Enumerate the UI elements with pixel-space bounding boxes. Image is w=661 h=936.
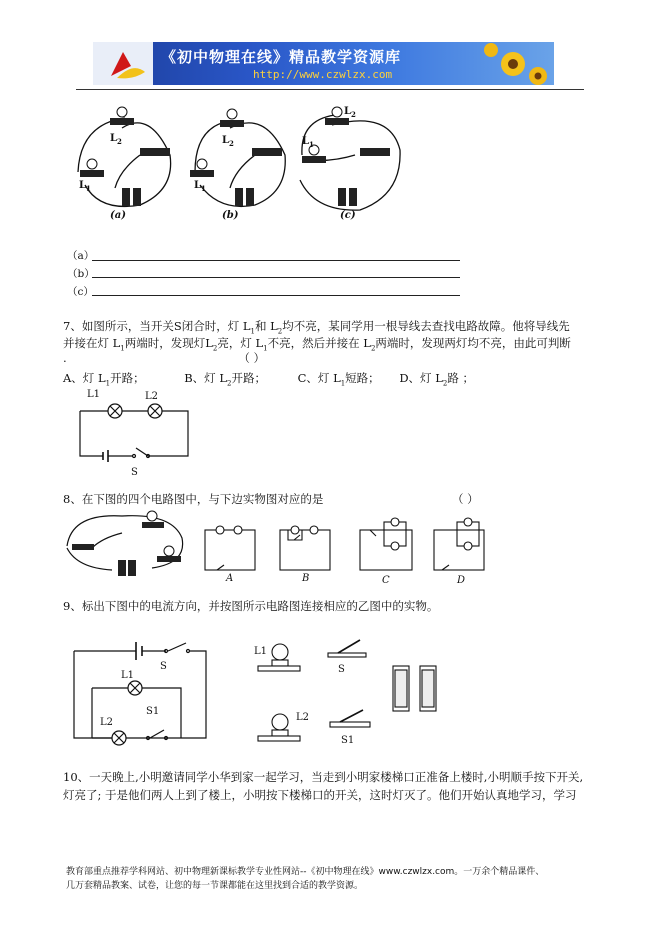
q7-line1: 7、如图所示，当开关S闭合时，灯 $L_1$和 $L_2$均不亮，某同学用一根导线去查找电路故障。他将导线先 — [63, 319, 570, 336]
q7-option-d[interactable]: D、灯 $L_2$路 ； — [399, 371, 474, 388]
lamp-base-a1 — [80, 170, 104, 177]
q8-figures — [62, 508, 502, 588]
q9-part-S1: S1 — [341, 735, 355, 746]
answer-label-c: （c） — [67, 286, 94, 298]
q8-circuit-a — [205, 526, 255, 570]
label-c-L1: $L_1$ — [302, 136, 314, 149]
q7-answer-paren[interactable]: （ ） — [238, 351, 265, 365]
answer-label-a: （a） — [67, 250, 95, 262]
battery-a1 — [122, 188, 130, 206]
q8-circuit-b — [280, 526, 330, 570]
battery-a2 — [133, 188, 141, 206]
caption-c: (c) — [340, 210, 356, 221]
q9-label-L2: L2 — [100, 717, 114, 728]
q10-line1: 10、一天晚上,小明邀请同学小华到家一起学习，当走到小明家楼梯口正准备上楼时,小明顺手按下开关, — [63, 770, 584, 784]
q10-line2: 灯亮了; 于是他们两人上到了楼上，小明按下楼梯口的开关，这时灯灭了。他们开始认真地学习，学习 — [63, 788, 577, 802]
header-rule — [76, 89, 584, 90]
q8-text: 8、在下图的四个电路图中，与下边实物图对应的是 — [63, 492, 324, 506]
circuit-photos-figure — [70, 100, 470, 232]
lamp-L1-bulb — [272, 644, 288, 660]
q7-option-c[interactable]: C、灯 $L_1$短路； — [297, 371, 380, 388]
q9-label-L1: L1 — [121, 670, 135, 681]
q8-answer-paren[interactable]: （ ） — [452, 492, 479, 506]
q7-option-b[interactable]: B、灯 $L_2$开路； — [184, 371, 266, 388]
q9-label-S: S — [160, 661, 167, 672]
answer-line-c[interactable] — [92, 295, 460, 296]
q7-label-L2: L2 — [145, 391, 159, 402]
q9-circuit-diagram — [66, 638, 216, 756]
q7-option-a[interactable]: A、灯 $L_1$开路； — [63, 371, 145, 388]
q9-components — [250, 636, 460, 754]
q8-letter-a[interactable]: A — [226, 573, 234, 584]
q7-line3: . （ ） — [63, 351, 265, 365]
label-a-L1: $L_1$ — [79, 180, 91, 193]
q7-options — [63, 370, 474, 387]
q8-letter-c[interactable]: C — [382, 575, 390, 586]
q9-text: 9、标出下图中的电流方向，并按图所示电路图连接相应的乙图中的实物。 — [63, 599, 439, 613]
q8-letter-d[interactable]: D — [457, 575, 466, 586]
q9-part-L1: L1 — [254, 646, 268, 657]
q7-label-S: S — [131, 467, 138, 478]
q8-letter-b[interactable]: B — [302, 573, 310, 584]
q8-circuit-d — [434, 518, 484, 570]
banner-url[interactable]: http://www.czwlzx.com — [253, 68, 393, 81]
q9-label-S1: S1 — [146, 706, 160, 717]
answer-line-a[interactable] — [92, 260, 460, 261]
q7-label-L1: L1 — [87, 389, 101, 400]
label-b-L2: $L_2$ — [222, 135, 234, 148]
footer-line1: 教育部重点推荐学科网站、初中物理新课标教学专业性网站--《初中物理在线》www.czwlzx.com。一万余个精品课件、 — [66, 867, 545, 877]
q8-circuit-c — [360, 518, 412, 570]
caption-a: (a) — [110, 210, 126, 221]
label-a-L2: $L_2$ — [110, 133, 122, 146]
answer-line-b[interactable] — [92, 277, 460, 278]
answer-label-b: （b） — [67, 268, 95, 280]
lamp-base-a2 — [110, 118, 134, 125]
q9-part-L2: L2 — [296, 712, 310, 723]
label-b-L1: $L_1$ — [194, 180, 206, 193]
switch-a — [140, 148, 170, 156]
q9-part-S: S — [338, 664, 345, 675]
caption-b: (b) — [222, 210, 239, 221]
label-c-L2: $L_2$ — [344, 106, 356, 119]
footer-line2: 几万套精品教案、试卷，让您的每一节课都能在这里找到合适的教学资源。 — [66, 881, 364, 891]
banner-title: 《初中物理在线》精品教学资源库 — [161, 48, 402, 66]
q7-line2: 并接在灯 $L_1$两端时，发现灯$L_2$亮，灯 $L_1$不亮，然后并接在 $L_2$两端时，发现两灯均不亮，由此可判断 — [63, 336, 571, 353]
header-banner — [93, 42, 554, 85]
